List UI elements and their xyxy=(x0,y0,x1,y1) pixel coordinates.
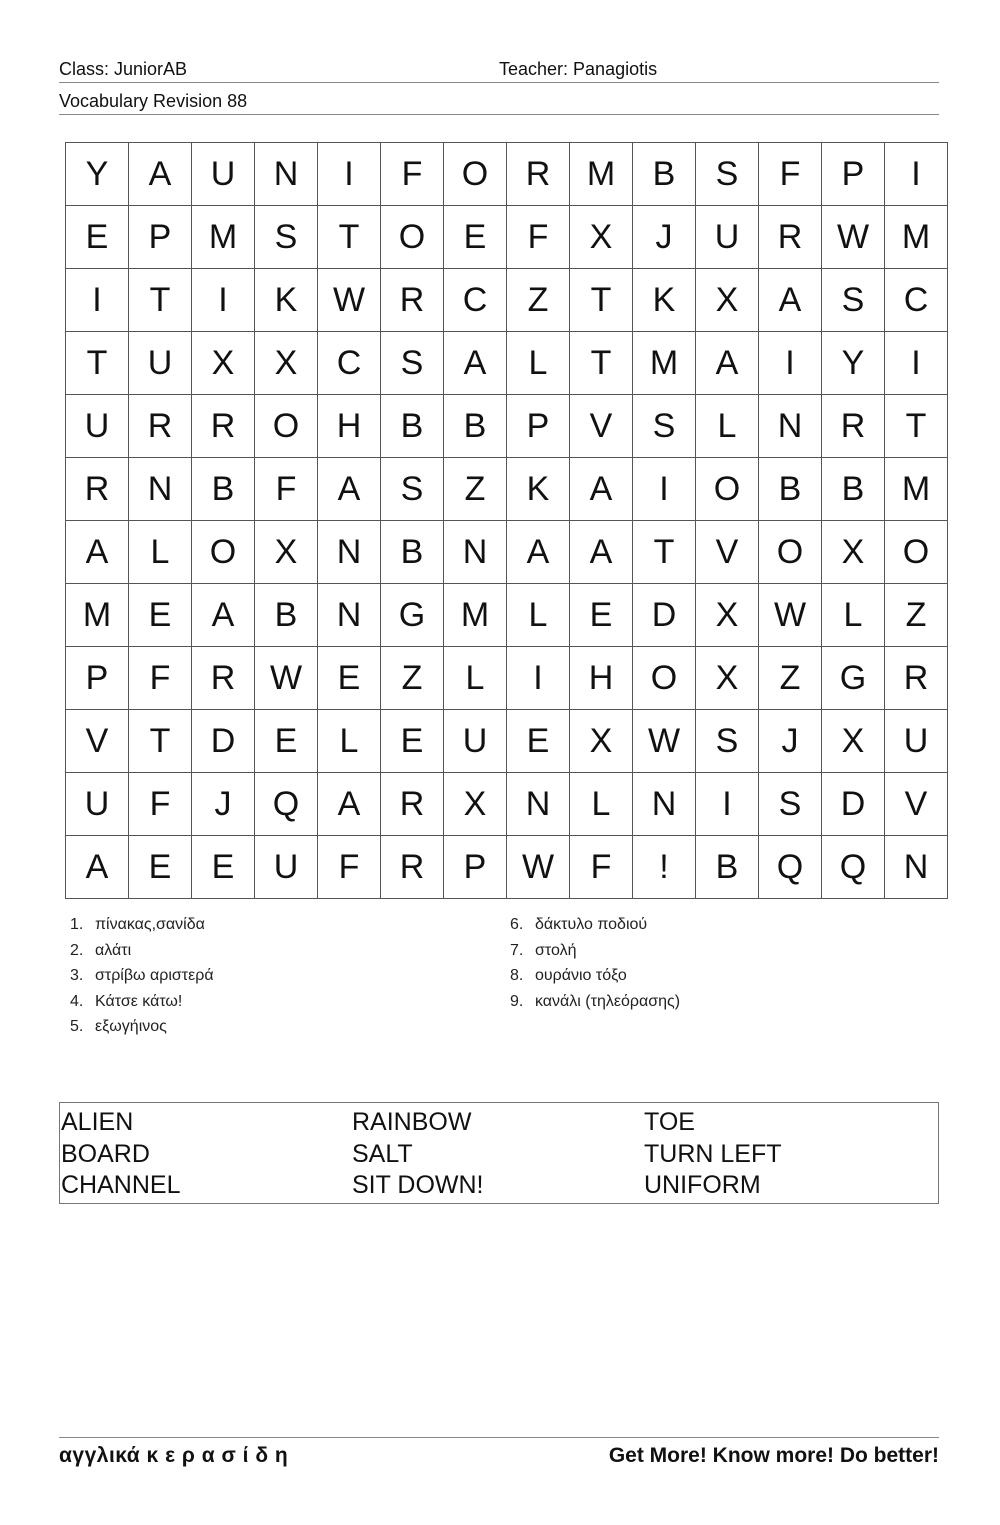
grid-cell[interactable]: S xyxy=(381,458,444,521)
grid-cell[interactable]: Z xyxy=(885,584,948,647)
grid-cell[interactable]: X xyxy=(444,773,507,836)
grid-cell[interactable]: R xyxy=(507,143,570,206)
grid-row xyxy=(66,773,948,836)
grid-cell[interactable]: ! xyxy=(633,836,696,899)
word-bank-word: RAINBOW xyxy=(352,1108,472,1136)
grid-row xyxy=(66,206,948,269)
grid-cell[interactable]: S xyxy=(633,395,696,458)
grid-cell[interactable]: L xyxy=(318,710,381,773)
grid-cell[interactable]: N xyxy=(255,143,318,206)
clue-text: ουράνιο τόξο xyxy=(535,967,627,985)
grid-cell[interactable]: W xyxy=(318,269,381,332)
grid-row xyxy=(66,458,948,521)
grid-cell[interactable]: X xyxy=(255,332,318,395)
grid-cell[interactable]: T xyxy=(129,710,192,773)
grid-cell[interactable]: U xyxy=(66,773,129,836)
grid-cell[interactable]: T xyxy=(318,206,381,269)
grid-cell[interactable]: F xyxy=(759,143,822,206)
grid-cell[interactable]: V xyxy=(66,710,129,773)
grid-cell[interactable]: S xyxy=(696,710,759,773)
grid-cell[interactable]: X xyxy=(822,710,885,773)
grid-cell[interactable]: V xyxy=(696,521,759,584)
title-row xyxy=(59,90,939,115)
clue-text: κανάλι (τηλεόρασης) xyxy=(535,992,681,1010)
grid-cell[interactable]: A xyxy=(192,584,255,647)
worksheet-title: Vocabulary Revision 88 xyxy=(59,91,248,111)
clue-item xyxy=(510,938,680,964)
grid-cell[interactable]: B xyxy=(381,521,444,584)
grid-cell[interactable]: X xyxy=(570,710,633,773)
grid-cell[interactable]: I xyxy=(885,143,948,206)
grid-cell[interactable]: R xyxy=(66,458,129,521)
word-search-grid xyxy=(65,142,948,899)
grid-cell[interactable]: P xyxy=(129,206,192,269)
grid-cell[interactable]: X xyxy=(192,332,255,395)
clue-item xyxy=(510,963,680,989)
clue-number: 7. xyxy=(510,941,524,959)
grid-cell[interactable]: M xyxy=(885,206,948,269)
grid-cell[interactable]: U xyxy=(885,710,948,773)
clue-text: δάκτυλο ποδιού xyxy=(535,916,648,933)
grid-cell[interactable]: K xyxy=(507,458,570,521)
grid-cell[interactable]: A xyxy=(318,458,381,521)
grid-cell[interactable]: H xyxy=(318,395,381,458)
grid-cell[interactable]: N xyxy=(444,521,507,584)
grid-cell[interactable]: N xyxy=(759,395,822,458)
clue-item xyxy=(70,912,214,938)
grid-cell[interactable]: E xyxy=(66,206,129,269)
clue-item xyxy=(70,1014,214,1040)
grid-cell[interactable]: Y xyxy=(822,332,885,395)
teacher-label: Teacher: Panagiotis xyxy=(499,59,658,79)
grid-cell[interactable]: T xyxy=(66,332,129,395)
grid-cell[interactable]: I xyxy=(759,332,822,395)
grid-row xyxy=(66,521,948,584)
grid-cell[interactable]: R xyxy=(192,647,255,710)
footer-brand: αγγλικά κ ε ρ α σ ί δ η xyxy=(59,1444,289,1467)
grid-row xyxy=(66,710,948,773)
grid-cell[interactable]: W xyxy=(255,647,318,710)
grid-cell[interactable]: E xyxy=(507,710,570,773)
grid-cell[interactable]: E xyxy=(318,647,381,710)
class-label: Class: JuniorAB xyxy=(59,59,188,79)
grid-cell[interactable]: X xyxy=(696,647,759,710)
word-bank-word: TURN LEFT xyxy=(644,1139,782,1168)
clue-text: Κάτσε κάτω! xyxy=(95,992,183,1010)
grid-cell[interactable]: J xyxy=(633,206,696,269)
grid-cell[interactable]: X xyxy=(570,206,633,269)
grid-cell[interactable]: A xyxy=(129,143,192,206)
grid-row xyxy=(66,584,948,647)
grid-cell[interactable]: E xyxy=(570,584,633,647)
grid-cell[interactable]: P xyxy=(444,836,507,899)
grid-cell[interactable]: W xyxy=(507,836,570,899)
grid-cell[interactable]: L xyxy=(507,584,570,647)
grid-cell[interactable]: Z xyxy=(507,269,570,332)
grid-cell[interactable]: M xyxy=(192,206,255,269)
grid-cell[interactable]: B xyxy=(255,584,318,647)
grid-row xyxy=(66,836,948,899)
clue-item xyxy=(510,912,680,938)
grid-cell[interactable]: U xyxy=(696,206,759,269)
clue-item xyxy=(70,938,214,964)
grid-cell[interactable]: M xyxy=(444,584,507,647)
word-bank-word: CHANNEL xyxy=(61,1171,181,1199)
grid-cell[interactable]: L xyxy=(129,521,192,584)
grid-cell[interactable]: F xyxy=(381,143,444,206)
grid-cell[interactable]: O xyxy=(885,521,948,584)
grid-cell[interactable]: N xyxy=(507,773,570,836)
grid-cell[interactable]: M xyxy=(885,458,948,521)
grid-cell[interactable]: N xyxy=(885,836,948,899)
grid-cell[interactable]: I xyxy=(318,143,381,206)
grid-cell[interactable]: Q xyxy=(822,836,885,899)
grid-cell[interactable]: A xyxy=(759,269,822,332)
grid-cell[interactable]: T xyxy=(129,269,192,332)
clue-number: 8. xyxy=(510,967,524,985)
grid-cell[interactable]: A xyxy=(570,521,633,584)
clue-text: στολή xyxy=(535,941,577,959)
grid-cell[interactable]: G xyxy=(822,647,885,710)
grid-cell[interactable]: E xyxy=(192,836,255,899)
grid-cell[interactable]: F xyxy=(507,206,570,269)
grid-cell[interactable]: A xyxy=(696,332,759,395)
grid-cell[interactable]: I xyxy=(66,269,129,332)
grid-cell[interactable]: B xyxy=(381,395,444,458)
grid-cell[interactable]: Q xyxy=(255,773,318,836)
grid-cell[interactable]: A xyxy=(318,773,381,836)
clue-number: 4. xyxy=(70,992,84,1010)
grid-cell[interactable]: I xyxy=(885,332,948,395)
grid-cell[interactable]: S xyxy=(381,332,444,395)
grid-cell[interactable]: F xyxy=(318,836,381,899)
grid-cell[interactable]: B xyxy=(444,395,507,458)
word-bank-word: TOE xyxy=(644,1108,695,1136)
grid-cell[interactable]: J xyxy=(192,773,255,836)
clue-list-left xyxy=(70,912,214,1040)
grid-cell[interactable]: T xyxy=(885,395,948,458)
grid-row xyxy=(66,269,948,332)
word-bank-column xyxy=(644,1107,782,1202)
clue-number: 2. xyxy=(70,941,84,959)
grid-cell[interactable]: O xyxy=(192,521,255,584)
clue-text: πίνακας,σανίδα xyxy=(95,916,205,933)
grid-cell[interactable]: X xyxy=(822,521,885,584)
word-bank-word: SIT DOWN! xyxy=(352,1171,484,1199)
grid-cell[interactable]: Z xyxy=(381,647,444,710)
grid-cell[interactable]: M xyxy=(633,332,696,395)
grid-cell[interactable]: J xyxy=(759,710,822,773)
grid-cell[interactable]: O xyxy=(696,458,759,521)
grid-cell[interactable]: R xyxy=(192,395,255,458)
grid-cell[interactable]: A xyxy=(507,521,570,584)
clue-number: 1. xyxy=(70,916,84,933)
grid-cell[interactable]: U xyxy=(444,710,507,773)
grid-cell[interactable]: R xyxy=(759,206,822,269)
word-bank-column xyxy=(352,1107,483,1202)
grid-cell[interactable]: V xyxy=(570,395,633,458)
grid-cell[interactable]: D xyxy=(633,584,696,647)
grid-cell[interactable]: R xyxy=(381,269,444,332)
grid-cell[interactable]: N xyxy=(318,584,381,647)
word-bank-word: ALIEN xyxy=(61,1108,134,1136)
grid-cell[interactable]: X xyxy=(696,269,759,332)
grid-row xyxy=(66,647,948,710)
grid-cell[interactable]: I xyxy=(507,647,570,710)
grid-cell[interactable]: I xyxy=(696,773,759,836)
clue-item xyxy=(510,989,680,1015)
grid-cell[interactable]: A xyxy=(66,836,129,899)
grid-cell[interactable]: S xyxy=(759,773,822,836)
grid-cell[interactable]: E xyxy=(129,836,192,899)
grid-cell[interactable]: E xyxy=(381,710,444,773)
grid-cell[interactable]: F xyxy=(129,647,192,710)
word-bank xyxy=(59,1102,939,1204)
grid-cell[interactable]: B xyxy=(192,458,255,521)
word-bank-word: BOARD xyxy=(61,1139,150,1168)
grid-cell[interactable]: P xyxy=(507,395,570,458)
grid-cell[interactable]: C xyxy=(444,269,507,332)
grid-cell[interactable]: M xyxy=(570,143,633,206)
grid-cell[interactable]: O xyxy=(255,395,318,458)
grid-cell[interactable]: I xyxy=(633,458,696,521)
clue-item xyxy=(70,989,214,1015)
grid-cell[interactable]: E xyxy=(129,584,192,647)
grid-cell[interactable]: B xyxy=(759,458,822,521)
grid-cell[interactable]: Q xyxy=(759,836,822,899)
grid-cell[interactable]: Z xyxy=(444,458,507,521)
grid-cell[interactable]: R xyxy=(885,647,948,710)
grid-cell[interactable]: S xyxy=(255,206,318,269)
grid-cell[interactable]: G xyxy=(381,584,444,647)
grid-cell[interactable]: I xyxy=(192,269,255,332)
grid-cell[interactable]: B xyxy=(633,143,696,206)
grid-cell[interactable]: U xyxy=(129,332,192,395)
grid-cell[interactable]: D xyxy=(192,710,255,773)
grid-row xyxy=(66,395,948,458)
grid-cell[interactable]: R xyxy=(381,836,444,899)
grid-cell[interactable]: O xyxy=(444,143,507,206)
grid-cell[interactable]: Y xyxy=(66,143,129,206)
clue-number: 6. xyxy=(510,916,524,933)
grid-cell[interactable]: F xyxy=(129,773,192,836)
header-row xyxy=(59,58,939,83)
grid-cell[interactable]: S xyxy=(822,269,885,332)
grid-cell[interactable]: K xyxy=(633,269,696,332)
word-bank-word: UNIFORM xyxy=(644,1171,761,1199)
grid-cell[interactable]: O xyxy=(381,206,444,269)
grid-cell[interactable]: C xyxy=(318,332,381,395)
footer-slogan: Get More! Know more! Do better! xyxy=(608,1444,939,1467)
grid-cell[interactable]: E xyxy=(255,710,318,773)
grid-cell[interactable]: W xyxy=(822,206,885,269)
grid-cell[interactable]: N xyxy=(633,773,696,836)
grid-cell[interactable]: F xyxy=(570,836,633,899)
grid-cell[interactable]: O xyxy=(759,521,822,584)
grid-cell[interactable]: B xyxy=(696,836,759,899)
grid-cell[interactable]: L xyxy=(507,332,570,395)
grid-cell[interactable]: A xyxy=(570,458,633,521)
grid-row xyxy=(66,143,948,206)
grid-cell[interactable]: H xyxy=(570,647,633,710)
grid-cell[interactable]: R xyxy=(129,395,192,458)
word-bank-word: SALT xyxy=(352,1139,413,1168)
grid-cell[interactable]: L xyxy=(570,773,633,836)
clue-number: 3. xyxy=(70,967,84,985)
clue-number: 9. xyxy=(510,992,524,1010)
grid-cell[interactable]: T xyxy=(570,269,633,332)
grid-cell[interactable]: P xyxy=(822,143,885,206)
grid-cell[interactable]: B xyxy=(822,458,885,521)
grid-cell[interactable]: T xyxy=(570,332,633,395)
clue-number: 5. xyxy=(70,1018,84,1036)
grid-row xyxy=(66,332,948,395)
footer xyxy=(59,1437,939,1472)
grid-cell[interactable]: K xyxy=(255,269,318,332)
grid-cell[interactable]: O xyxy=(633,647,696,710)
grid-cell[interactable]: S xyxy=(696,143,759,206)
clue-text: στρίβω αριστερά xyxy=(95,967,214,985)
grid-cell[interactable]: F xyxy=(255,458,318,521)
grid-cell[interactable]: M xyxy=(66,584,129,647)
grid-cell[interactable]: E xyxy=(444,206,507,269)
grid-cell[interactable]: Z xyxy=(759,647,822,710)
grid-cell[interactable]: L xyxy=(696,395,759,458)
grid-cell[interactable]: R xyxy=(822,395,885,458)
grid-cell[interactable]: D xyxy=(822,773,885,836)
grid-cell[interactable]: U xyxy=(255,836,318,899)
clue-text: εξωγήινος xyxy=(95,1018,167,1036)
grid-cell[interactable]: C xyxy=(885,269,948,332)
clue-text: αλάτι xyxy=(95,941,132,959)
grid-cell[interactable]: N xyxy=(129,458,192,521)
grid-cell[interactable]: X xyxy=(255,521,318,584)
grid-cell[interactable]: V xyxy=(885,773,948,836)
grid-cell[interactable]: N xyxy=(318,521,381,584)
grid-cell[interactable]: A xyxy=(444,332,507,395)
grid-cell[interactable]: A xyxy=(66,521,129,584)
grid-cell[interactable]: U xyxy=(192,143,255,206)
clue-item xyxy=(70,963,214,989)
grid-cell[interactable]: P xyxy=(66,647,129,710)
grid-cell[interactable]: U xyxy=(66,395,129,458)
grid-cell[interactable]: L xyxy=(444,647,507,710)
clue-list-right xyxy=(510,912,680,1014)
grid-cell[interactable]: W xyxy=(633,710,696,773)
grid-cell[interactable]: X xyxy=(696,584,759,647)
word-bank-column xyxy=(61,1107,180,1202)
grid-cell[interactable]: L xyxy=(822,584,885,647)
grid-cell[interactable]: R xyxy=(381,773,444,836)
grid-cell[interactable]: T xyxy=(633,521,696,584)
grid-cell[interactable]: W xyxy=(759,584,822,647)
